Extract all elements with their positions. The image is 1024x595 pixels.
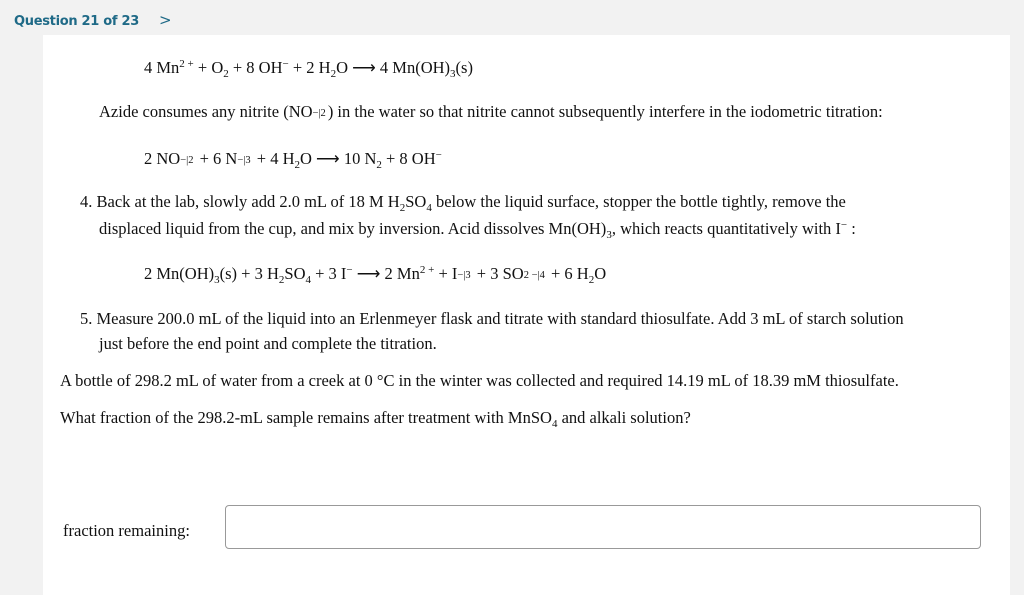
equation-mn-oxidation: 4 $Mn^{2 +} + O_2 + 8$ OH− + 2 $H_2O$ ⟶ 4 $Mn(OH)_3(s)$ [144,58,473,80]
question-card [43,35,1010,595]
equation-azide: 2 NO−|2 + 6 N−|3 + 4 $H_2O$ ⟶ 10 $N_2 + 8$ OH− [144,149,442,171]
step-4-line2: displaced liquid from the cup, and mix by inversion. Acid dissolves $Mn(OH)_3$, which reacts quantitatively with I− : [99,219,856,241]
answer-label: fraction remaining: [63,521,190,540]
charge-subscript: −|3 [457,270,471,281]
question-text: What fraction of the 298.2-mL sample remains after treatment with MnSO$_4$ and alkali solution? [60,408,691,430]
chevron-right-icon[interactable]: > [158,11,172,29]
charge-subscript: −|2 [180,155,194,166]
step-4-line1: 4. Back at the lab, slowly add 2.0 mL of 18 M $H_2SO_4$ below the liquid surface, stopper the bottle tightly, remove the [80,192,846,214]
charge-subscript: 2 −|4 [523,270,545,281]
question-header [14,11,171,29]
equation-iodine: 2 $Mn(OH)_3(s) + 3$ $H_2SO_4 + 3$ I− ⟶ 2 $Mn^{2 +} + I-|3 + 3$ SO2 −|4 + 6 $H_2O$ [144,264,607,286]
step-5-line2: just before the end point and complete the titration. [99,334,437,353]
bottle-text: A bottle of 298.2 mL of water from a creek at 0 °C in the winter was collected and required 14.19 mL of 18.39 mM thiosulfate. [60,371,899,390]
charge-subscript: −|2 [312,108,326,119]
azide-text: Azide consumes any nitrite (NO−|2 ) in the water so that nitrite cannot subsequently interfere in the iodometric titration: [99,102,883,121]
charge-subscript: −|3 [237,155,251,166]
question-counter: Question 21 of 23 [14,14,139,29]
step-5-line1: 5. Measure 200.0 mL of the liquid into an Erlenmeyer flask and titrate with standard thiosulfate. Add 3 mL of starch solution [80,309,904,328]
fraction-remaining-input[interactable] [225,505,981,549]
